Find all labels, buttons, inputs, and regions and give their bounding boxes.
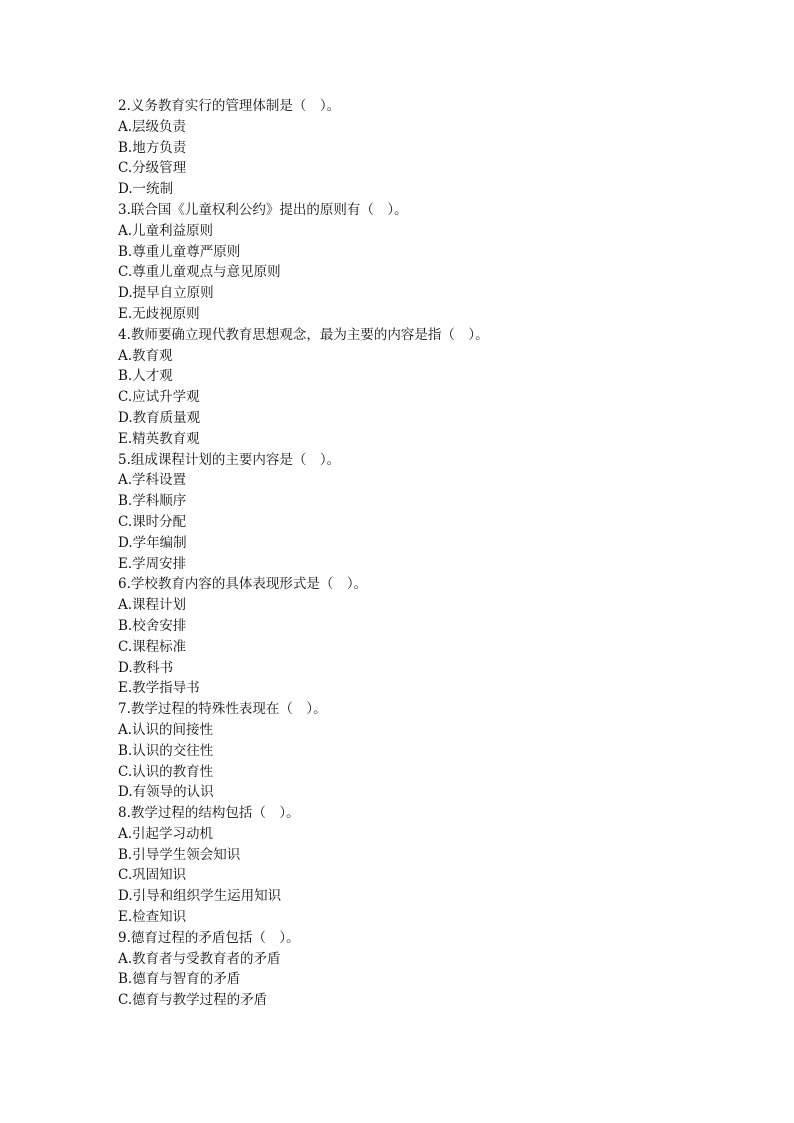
option-e: E.无歧视原则	[118, 305, 200, 322]
question-stem: 9.德育过程的矛盾包括（ ）。	[118, 929, 300, 946]
question-stem: 3.联合国《儿童权利公约》提出的原则有（ ）。	[118, 201, 408, 218]
option-c: C.认识的教育性	[118, 763, 214, 780]
option-d: D.有领导的认识	[118, 784, 214, 801]
question-3	[118, 200, 718, 325]
question-7	[118, 699, 718, 803]
option-d: D.教育质量观	[118, 409, 201, 426]
question-5	[118, 450, 718, 575]
question-stem: 5.组成课程计划的主要内容是（ ）。	[118, 451, 341, 468]
option-a: A.层级负责	[118, 118, 187, 135]
option-c: C.应试升学观	[118, 389, 200, 406]
option-d: D.学年编制	[118, 534, 187, 551]
option-c: C.德育与教学过程的矛盾	[118, 992, 268, 1009]
option-b: B.校舍安排	[118, 617, 187, 634]
option-e: E.检查知识	[118, 909, 187, 926]
question-8	[118, 803, 718, 928]
option-a: A.引起学习动机	[118, 825, 214, 842]
option-a: A.认识的间接性	[118, 721, 214, 738]
option-b: B.德育与智育的矛盾	[118, 971, 241, 988]
option-a: A.教育者与受教育者的矛盾	[118, 950, 281, 967]
option-d: D.提早自立原则	[118, 285, 214, 302]
option-a: A.课程计划	[118, 597, 187, 614]
option-b: B.尊重儿童尊严原则	[118, 243, 241, 260]
option-e: E.教学指导书	[118, 680, 200, 697]
option-a: A.学科设置	[118, 472, 187, 489]
option-c: C.巩固知识	[118, 867, 187, 884]
question-stem: 4.教师要确立现代教育思想观念，最为主要的内容是指（ ）。	[118, 326, 489, 343]
option-c: C.尊重儿童观点与意见原则	[118, 264, 281, 281]
option-a: A.儿童利益原则	[118, 222, 214, 239]
option-d: D.一统制	[118, 181, 174, 198]
option-c: C.课时分配	[118, 513, 187, 530]
question-2	[118, 96, 718, 200]
option-d: D.引导和组织学生运用知识	[118, 888, 282, 905]
option-b: B.学科顺序	[118, 493, 187, 510]
question-stem: 8.教学过程的结构包括（ ）。	[118, 805, 300, 822]
question-9	[118, 928, 718, 1011]
option-c: C.分级管理	[118, 160, 187, 177]
option-b: B.认识的交往性	[118, 742, 214, 759]
option-e: E.学周安排	[118, 555, 187, 572]
option-e: E.精英教育观	[118, 430, 200, 447]
question-stem: 6.学校教育内容的具体表现形式是（ ）。	[118, 576, 368, 593]
question-4	[118, 325, 718, 450]
question-stem: 2.义务教育实行的管理体制是（ ）。	[118, 98, 341, 114]
question-6	[118, 574, 718, 699]
document-page	[118, 96, 718, 1011]
question-stem: 7.教学过程的特殊性表现在（ ）。	[118, 701, 327, 718]
option-a: A.教育观	[118, 347, 173, 364]
option-b: B.人才观	[118, 368, 173, 385]
option-d: D.教科书	[118, 659, 174, 676]
option-b: B.地方负责	[118, 139, 187, 156]
option-b: B.引导学生领会知识	[118, 846, 241, 863]
option-c: C.课程标准	[118, 638, 187, 655]
